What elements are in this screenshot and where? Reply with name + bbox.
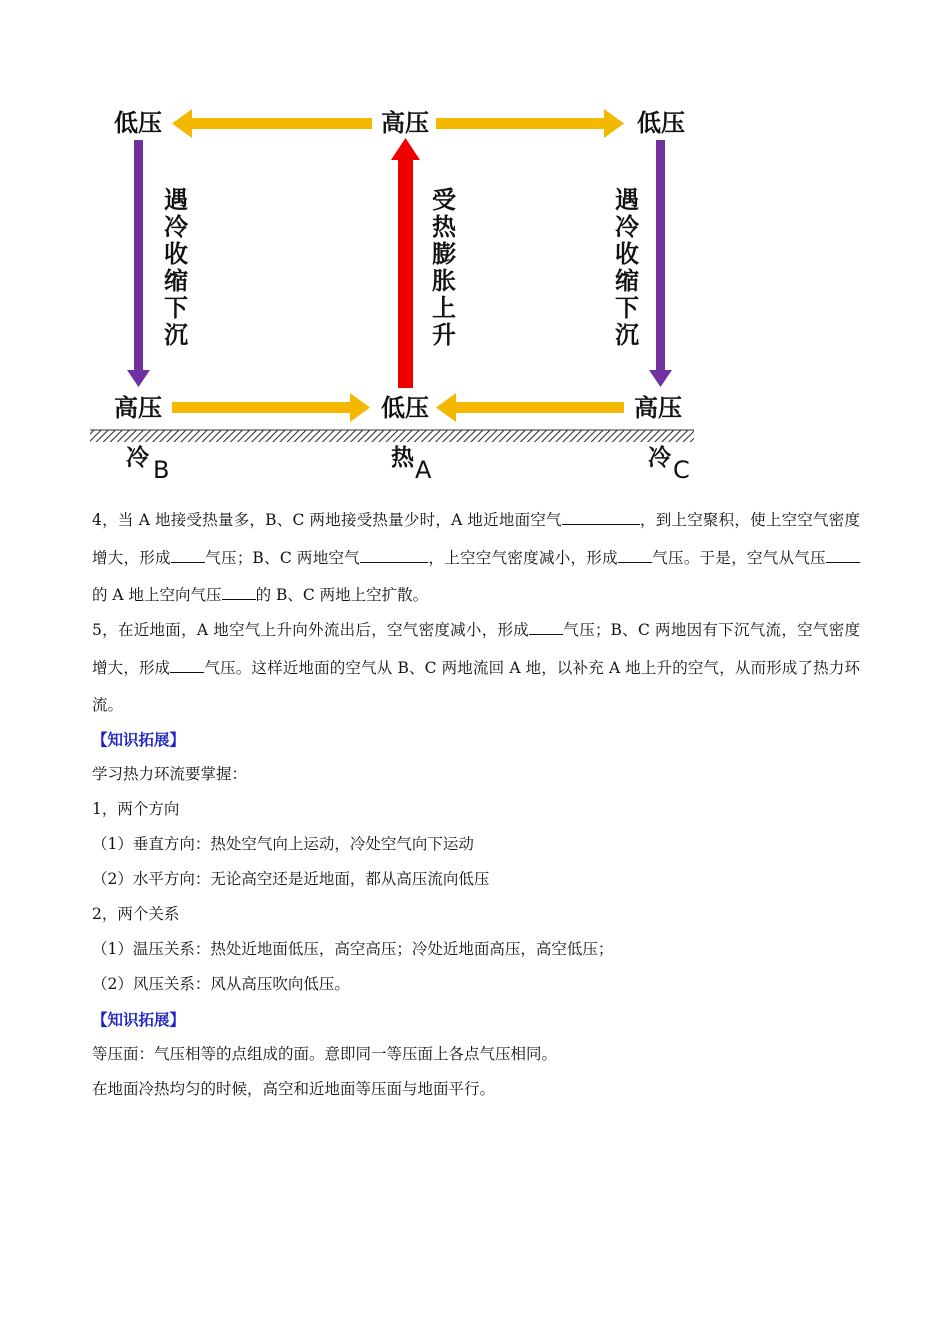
question-5 (92, 612, 860, 725)
right-sinking-label (615, 186, 640, 349)
ground-temp-b: 冷 (126, 445, 149, 471)
q4-text-4: ，上空空气密度减小，形成 (428, 548, 618, 567)
question-4 (92, 502, 860, 615)
left-vertical-char: 遇 (164, 186, 188, 214)
left-vertical-char: 缩 (164, 267, 188, 295)
q4-text-7: 的 B、C 两地上空扩散。 (255, 586, 429, 604)
bottom-left-pressure-label: 高压 (114, 394, 162, 422)
thermal-circulation-diagram (0, 0, 950, 500)
middle-vertical-char: 膨 (432, 240, 456, 268)
left-sinking-label (164, 186, 189, 349)
section-1-line: （2）水平方向：无论高空还是近地面，都从高压流向低压 (92, 870, 490, 888)
section-2-line: 在地面冷热均匀的时候，高空和近地面等压面与地面平行。 (92, 1080, 496, 1098)
section-1-line: （2）风压关系：风从高压吹向低压。 (92, 975, 350, 993)
q4-text-6: 的 A 地上空向气压 (92, 586, 222, 604)
middle-vertical-char: 胀 (432, 267, 456, 295)
lower-right-flow-arrow (436, 393, 624, 422)
middle-rising-label (432, 186, 457, 349)
ground-letter-b: B (153, 456, 170, 484)
right-sinking-arrow (649, 140, 672, 387)
upper-left-flow-arrow (172, 109, 372, 138)
q4-blank-2 (171, 545, 205, 562)
right-vertical-char: 沉 (615, 321, 639, 349)
q4-text-2: ，到上空聚积，使上空空气密度增大，形成 (92, 511, 860, 567)
q5-text-1: 5，在近地面，A 地空气上升向外流出后，空气密度减小，形成 (92, 621, 530, 639)
q4-text-1: 4，当 A 地接受热量多，B、C 两地接受热量少时，A 地近地面空气 (92, 511, 562, 529)
section-2-heading: 【知识拓展】 (92, 1010, 186, 1029)
bottom-right-pressure-label: 高压 (634, 394, 682, 422)
q5-text-3: 气压。这样近地面的空气从 B、C 两地流回 A 地，以补充 A 地上升的空气，从而形成了热力环流。 (92, 658, 860, 714)
section-1-line: （1）垂直方向：热处空气向上运动，冷处空气向下运动 (92, 835, 474, 853)
upper-right-flow-arrow (436, 109, 624, 138)
left-vertical-char: 沉 (164, 321, 188, 349)
ground-hatch (90, 430, 694, 442)
q5-text-2: 气压；B、C 两地因有下沉气流，空气密度增大，形成 (92, 621, 861, 677)
top-right-pressure-label: 低压 (637, 109, 685, 137)
q4-blank-5 (826, 545, 860, 562)
lower-left-flow-arrow (172, 393, 370, 422)
q4-text-5: 气压。于是，空气从气压 (651, 548, 826, 567)
top-left-pressure-label: 低压 (114, 109, 162, 137)
section-1-line: 学习热力环流要掌握： (92, 765, 248, 783)
ground-temp-a: 热 (391, 445, 414, 471)
q5-blank-2 (170, 655, 204, 672)
middle-vertical-char: 上 (432, 294, 456, 322)
q4-blank-3 (360, 545, 428, 562)
middle-vertical-char: 受 (432, 186, 456, 214)
section-1-line: （1）温压关系：热处近地面低压，高空高压；冷处近地面高压，高空低压； (92, 940, 614, 958)
section-1-line: 1，两个方向 (92, 800, 180, 818)
top-middle-pressure-label: 高压 (381, 109, 429, 137)
right-vertical-char: 收 (615, 240, 639, 268)
bottom-middle-pressure-label: 低压 (381, 394, 429, 422)
knowledge-extension-2 (92, 1002, 860, 1107)
knowledge-extension-1 (92, 722, 860, 1002)
right-vertical-char: 遇 (615, 186, 639, 214)
middle-vertical-char: 升 (432, 321, 456, 349)
section-1-heading: 【知识拓展】 (92, 730, 186, 749)
ground-letter-c: C (673, 456, 690, 484)
right-vertical-char: 下 (615, 294, 639, 322)
q4-text-3: 气压；B、C 两地空气 (204, 548, 361, 567)
q4-blank-4 (618, 545, 652, 562)
middle-vertical-char: 热 (432, 213, 456, 241)
right-vertical-char: 冷 (615, 213, 639, 241)
ground-temp-c: 冷 (648, 445, 671, 471)
middle-rising-arrow (391, 138, 420, 388)
left-vertical-char: 下 (164, 294, 188, 322)
q4-blank-6 (222, 583, 256, 600)
ground-letter-a: A (415, 456, 432, 484)
right-vertical-char: 缩 (615, 267, 639, 295)
q5-blank-1 (529, 618, 563, 635)
left-sinking-arrow (127, 140, 150, 387)
section-1-line: 2，两个关系 (92, 905, 180, 923)
q4-blank-1 (562, 508, 640, 525)
section-2-line: 等压面：气压相等的点组成的面。意即同一等压面上各点气压相同。 (92, 1045, 558, 1063)
left-vertical-char: 收 (164, 240, 188, 268)
left-vertical-char: 冷 (164, 213, 188, 241)
